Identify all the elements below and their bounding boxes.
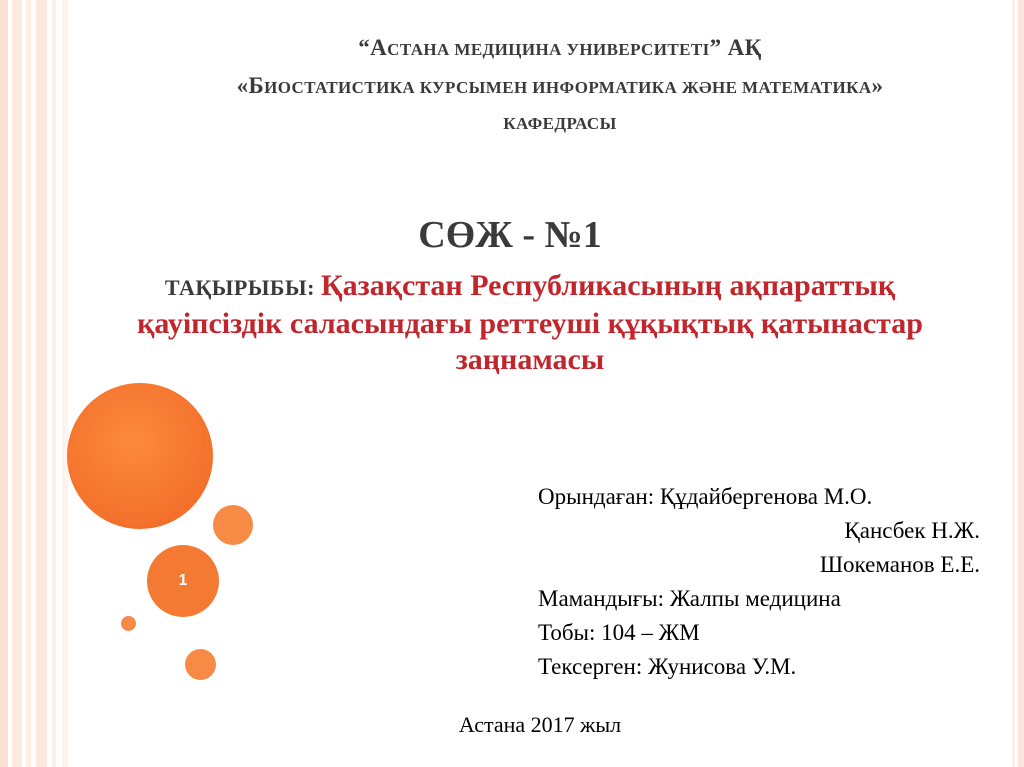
header-cap: ” АҚ bbox=[709, 35, 762, 60]
topic bbox=[120, 268, 940, 378]
decor-circle-small bbox=[121, 616, 136, 631]
header-line-2 bbox=[150, 68, 970, 106]
decor-circle bbox=[185, 649, 216, 680]
decor-stripe bbox=[0, 0, 8, 767]
page-number: 1 bbox=[178, 572, 188, 589]
header-cap: «Б bbox=[236, 73, 265, 98]
decor-circle-large bbox=[67, 383, 213, 529]
decor-stripe bbox=[12, 0, 22, 767]
header-text: ИОСТАТИСТИКА КУРСЫМЕН ИНФОРМАТИКА ЖӘНЕ МАТЕМАТИКА bbox=[264, 78, 872, 97]
decor-stripe-right bbox=[1012, 0, 1015, 767]
performed-by: Орындаған: Құдайбергенова М.О. bbox=[538, 484, 873, 509]
header-cap: “А bbox=[358, 35, 388, 60]
decor-stripe bbox=[26, 0, 31, 767]
group: Тобы: 104 – ЖМ bbox=[538, 620, 700, 645]
decor-stripe bbox=[36, 0, 47, 767]
header-line-1 bbox=[150, 30, 970, 68]
author-name: Қансбек Н.Ж. bbox=[844, 518, 980, 543]
checked-by: Тексерген: Жунисова У.М. bbox=[538, 654, 797, 679]
decor-circle bbox=[213, 505, 253, 545]
decor-stripe-right bbox=[1018, 0, 1024, 767]
topic-label: ТАҚЫРЫБЫ: bbox=[164, 275, 321, 300]
specialty: Мамандығы: Жалпы медицина bbox=[538, 586, 841, 611]
page-number-badge bbox=[147, 545, 219, 617]
decor-stripe bbox=[62, 0, 68, 767]
decor-stripe bbox=[52, 0, 56, 767]
header-text: СТАНА МЕДИЦИНА УНИВЕРСИТЕТІ bbox=[387, 40, 710, 59]
header-line-3: КАФЕДРАСЫ bbox=[503, 114, 617, 133]
university-header bbox=[150, 30, 970, 142]
authors-block bbox=[538, 480, 980, 684]
footer-city-year: Астана 2017 жыл bbox=[458, 712, 622, 737]
author-name: Шокеманов Е.Е. bbox=[819, 552, 980, 577]
slide-title: СӨЖ - №1 bbox=[418, 214, 602, 256]
header-cap: » bbox=[871, 73, 884, 98]
topic-text: Қазақстан Республикасының ақпараттық қауіпсіздік саласындағы реттеуші құқықтық қатынастар заңнамасы bbox=[137, 269, 923, 376]
